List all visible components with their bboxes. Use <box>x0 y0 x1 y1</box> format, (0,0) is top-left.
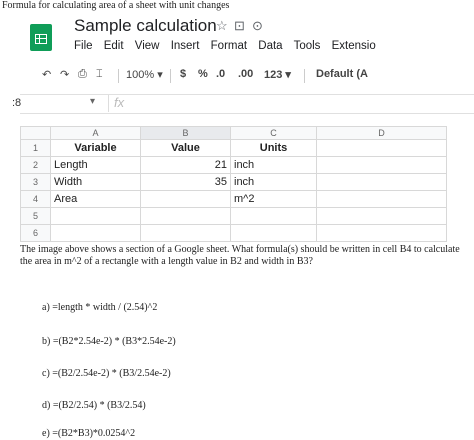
undo-icon[interactable]: ↶ <box>42 69 52 81</box>
option-d: d) =(B2/2.54) * (B3/2.54) <box>42 400 146 411</box>
menu-data[interactable]: Data <box>258 40 283 52</box>
cell-c6[interactable] <box>231 225 317 242</box>
cell-b5[interactable] <box>141 208 231 225</box>
table-row <box>21 191 447 208</box>
cell-grid <box>20 126 447 242</box>
menu-file[interactable]: File <box>74 40 93 52</box>
percent-button[interactable]: % <box>198 68 208 80</box>
menu-edit[interactable]: Edit <box>103 40 124 52</box>
row-header[interactable]: 6 <box>21 225 51 242</box>
column-header-a[interactable]: A <box>51 127 141 140</box>
menu-insert[interactable]: Insert <box>170 40 200 52</box>
table-row <box>21 157 447 174</box>
menu-extensions[interactable]: Extensio <box>331 40 376 52</box>
cell-b4[interactable] <box>141 191 231 208</box>
corner-cell[interactable] <box>21 127 51 140</box>
name-box[interactable]: :8 <box>12 97 22 109</box>
row-header[interactable]: 5 <box>21 208 51 225</box>
cell-b3[interactable]: 35 <box>141 174 231 191</box>
fx-icon: fx <box>114 95 125 110</box>
table-row <box>21 140 447 157</box>
option-a: a) =length * width / (2.54)^2 <box>42 302 158 313</box>
row-header[interactable]: 2 <box>21 157 51 174</box>
cell-d5[interactable] <box>317 208 447 225</box>
name-box-dropdown-icon[interactable]: ▾ <box>90 96 96 107</box>
cell-c2[interactable]: inch <box>231 157 317 174</box>
zoom-select[interactable]: 100% ▾ <box>126 69 163 81</box>
option-b: b) =(B2*2.54e-2) * (B3*2.54e-2) <box>42 336 176 347</box>
menu-format[interactable]: Format <box>210 40 248 52</box>
cell-a4[interactable]: Area <box>51 191 141 208</box>
cell-c3[interactable]: inch <box>231 174 317 191</box>
redo-icon[interactable]: ↷ <box>60 69 70 81</box>
cell-d6[interactable] <box>317 225 447 242</box>
move-folder-icon[interactable]: ⊡ <box>234 18 245 33</box>
option-e: e) =(B2*B3)*0.0254^2 <box>42 428 136 439</box>
cell-c4[interactable]: m^2 <box>231 191 317 208</box>
column-header-b[interactable]: B <box>141 127 231 140</box>
formula-bar <box>12 94 474 114</box>
option-c: c) =(B2/2.54e-2) * (B3/2.54e-2) <box>42 368 171 379</box>
table-row <box>21 225 447 242</box>
doc-title[interactable]: Sample calculation <box>74 16 217 35</box>
toolbar <box>20 66 474 88</box>
increase-decimal-button[interactable]: .00 <box>238 68 254 80</box>
row-header[interactable]: 1 <box>21 140 51 157</box>
caption: Formula for calculating area of a sheet with unit changes <box>2 0 230 11</box>
cell-a3[interactable]: Width <box>51 174 141 191</box>
question-text: The image above shows a section of a Google sheet. What formula(s) should be written in cell B4 to calculate the area in m^2 of a rectangle with a length value in B2 and width in B3? <box>20 244 460 267</box>
paint-format-icon[interactable]: ⌶ <box>96 68 103 80</box>
column-header-d[interactable]: D <box>317 127 447 140</box>
decrease-decimal-button[interactable]: .0 <box>216 68 226 80</box>
cell-b1[interactable]: Value <box>141 140 231 157</box>
cell-c1[interactable]: Units <box>231 140 317 157</box>
currency-button[interactable]: $ <box>180 68 187 80</box>
cell-a6[interactable] <box>51 225 141 242</box>
menu-bar <box>74 40 384 52</box>
cell-a2[interactable]: Length <box>51 157 141 174</box>
cell-d1[interactable] <box>317 140 447 157</box>
table-row <box>21 208 447 225</box>
sheets-logo-icon <box>30 24 52 51</box>
cloud-status-icon: ⊙ <box>252 18 263 33</box>
spreadsheet-screenshot <box>12 12 474 240</box>
more-formats-select[interactable]: 123 ▾ <box>264 69 291 81</box>
font-select[interactable]: Default (A <box>316 68 368 80</box>
cell-d4[interactable] <box>317 191 447 208</box>
cell-d3[interactable] <box>317 174 447 191</box>
column-header-c[interactable]: C <box>231 127 317 140</box>
cell-a5[interactable] <box>51 208 141 225</box>
table-row <box>21 174 447 191</box>
cell-c5[interactable] <box>231 208 317 225</box>
menu-tools[interactable]: Tools <box>293 40 321 52</box>
cell-b6[interactable] <box>141 225 231 242</box>
cell-d2[interactable] <box>317 157 447 174</box>
print-icon[interactable]: ⎙ <box>78 68 87 80</box>
row-header[interactable]: 3 <box>21 174 51 191</box>
menu-view[interactable]: View <box>134 40 160 52</box>
cell-a1[interactable]: Variable <box>51 140 141 157</box>
cell-b2[interactable]: 21 <box>141 157 231 174</box>
star-icon[interactable]: ☆ <box>216 18 228 33</box>
row-header[interactable]: 4 <box>21 191 51 208</box>
